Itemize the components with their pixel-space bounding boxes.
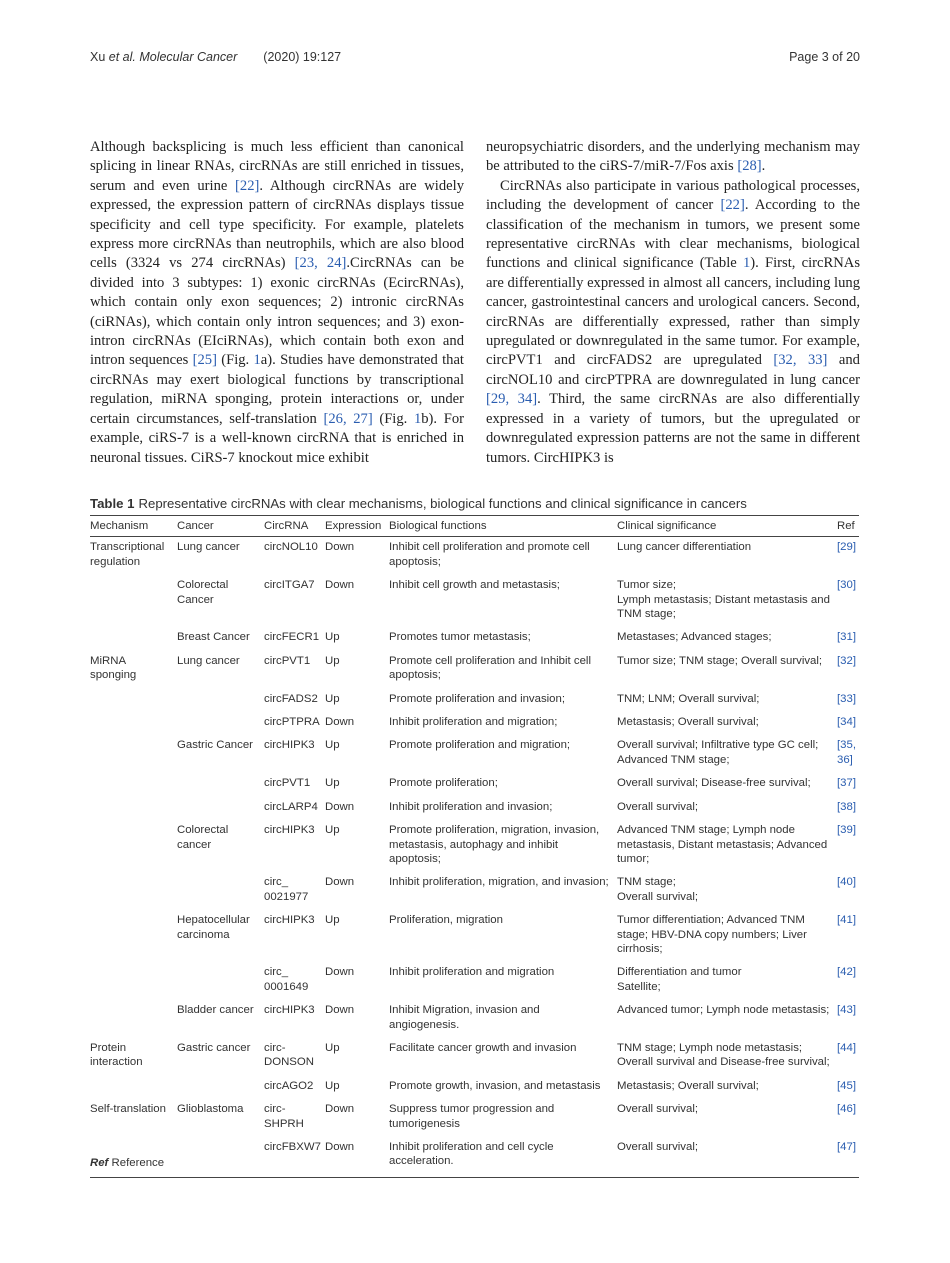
table-row <box>90 537 859 575</box>
table-cell: Transcriptional regulation <box>90 541 165 568</box>
table-cell <box>90 1000 177 1038</box>
table-cell: Inhibit Migration, invasion and angiogenesis. <box>389 1004 540 1031</box>
table-cell: Down <box>325 966 355 979</box>
table-cell: TNM; LNM; Overall survival; <box>617 692 760 705</box>
table-cell: Lung cancer <box>177 541 240 554</box>
table-cell: circLARP4 <box>264 800 318 813</box>
ref-link[interactable]: [33] <box>837 692 856 705</box>
table-cell: Up <box>325 739 340 752</box>
text-run: . Third, the same circRNAs are also differentially expressed in a variety of tumors, but the upregulated or downregulated expression patterns are not the same in different tumors. CircHIPK3 is <box>486 391 860 466</box>
table-cell <box>90 773 177 796</box>
table-cell: Glioblastoma <box>177 1103 244 1116</box>
table-cell: Gastric Cancer <box>177 739 253 752</box>
table-cell: Up <box>325 1041 340 1054</box>
column-header: Ref <box>837 516 859 537</box>
table-cell: Promote proliferation; <box>389 777 498 790</box>
table-cell <box>90 627 177 650</box>
table-cell: Down <box>325 541 355 554</box>
left-column <box>90 138 464 468</box>
table-cell: Overall survival; <box>617 1137 837 1177</box>
table-cell: circ-SHPRH <box>264 1103 304 1130</box>
text-run: b). For example, ciRS-7 is a well-known circRNA that is enriched in neuronal tissues. CiRS-7 knockout mice exhibit <box>90 410 464 466</box>
citation-link[interactable]: 1 <box>742 255 751 272</box>
ref-link[interactable]: [46] <box>837 1103 856 1116</box>
table-cell: Down <box>325 1103 355 1116</box>
table-cell: Down <box>325 579 355 592</box>
table-cell: Up <box>325 777 340 790</box>
table-cell: circNOL10 <box>264 541 318 554</box>
column-header: Cancer <box>177 516 264 537</box>
table-row <box>90 1038 859 1076</box>
table-cell: Inhibit proliferation and invasion; <box>389 800 553 813</box>
citation-link[interactable]: [26, 27] <box>323 410 373 427</box>
table-cell: Colorectal cancer <box>177 824 229 851</box>
text-run: . Although circRNAs are widely expressed, the expression pattern of circRNAs displays tissue specificity and cell type specificity. For example, platelets express more circRNAs than neutrophils, which are also blood cells (3324 vs 274 circRNAs) <box>90 177 464 272</box>
table-cell: Lung cancer differentiation <box>617 541 752 554</box>
table-cell <box>177 797 264 820</box>
paragraph <box>486 138 860 177</box>
table-row <box>90 820 859 872</box>
footnote-abbr: Ref <box>90 1157 109 1169</box>
table-cell: Advanced tumor; Lymph node metastasis; <box>617 1004 830 1017</box>
table-cell: Hepatocellular carcinoma <box>177 914 250 941</box>
text-run: Although backsplicing is much less efficient than canonical splicing in linear RNAs, circRNAs are still enriched in tissues, serum and even urine <box>90 139 464 194</box>
table-cell: Promote proliferation and invasion; <box>389 692 566 705</box>
citation-link[interactable]: [23, 24] <box>294 255 347 272</box>
ref-link[interactable]: [32] <box>837 654 856 667</box>
table-cell: Tumor size; Lymph metastasis; Distant metastasis and TNM stage; <box>617 579 830 621</box>
table-cell: Tumor differentiation; Advanced TNM stage; HBV-DNA copy numbers; Liver cirrhosis; <box>617 914 807 955</box>
right-column <box>486 138 860 468</box>
table-cell <box>90 575 177 627</box>
column-header: Biological functions <box>389 516 617 537</box>
ref-link[interactable]: [43] <box>837 1004 856 1017</box>
table-cell <box>177 689 264 712</box>
table-cell: Inhibit proliferation and migration; <box>389 716 558 729</box>
table-row <box>90 910 859 962</box>
table-cell: Overall survival; Infiltrative type GC cell; Advanced TNM stage; <box>617 739 819 766</box>
citation-link[interactable]: 1 <box>413 410 422 427</box>
table-cell <box>90 962 177 1000</box>
table-cell: Gastric cancer <box>177 1041 251 1054</box>
table-cell: Down <box>325 716 355 729</box>
table-body <box>90 537 859 1177</box>
text-run: (Fig. <box>216 352 254 369</box>
table-cell: circFADS2 <box>264 692 318 705</box>
paragraph <box>90 138 464 468</box>
table-cell <box>177 712 264 735</box>
table-cell: Inhibit proliferation, migration, and invasion; <box>389 876 609 889</box>
table-cell: circ_ 0021977 <box>264 876 309 903</box>
table-cell: Overall survival; <box>617 1103 699 1116</box>
table-cell <box>90 689 177 712</box>
table-cell: Self-translation <box>90 1103 166 1116</box>
table-cell: circPVT1 <box>264 777 311 790</box>
table-cell: Down <box>325 1137 389 1177</box>
table-footnote <box>90 1157 164 1169</box>
ref-link[interactable]: [40] <box>837 876 856 889</box>
table-cell: Proliferation, migration <box>389 914 503 927</box>
citation-link[interactable]: [22] <box>720 197 745 214</box>
table-row <box>90 797 859 820</box>
table-cell: circPTPRA <box>264 716 320 729</box>
table-cell: Advanced TNM stage; Lymph node metastasis, Distant metastasis; Advanced tumor; <box>617 824 828 865</box>
ref-link[interactable]: [44] <box>837 1041 856 1054</box>
citation-link[interactable]: [28] <box>737 158 762 175</box>
table-cell: circHIPK3 <box>264 914 315 927</box>
text-run: ). First, circRNAs are differentially expressed in almost all cancers, including lung cancer, gastrointestinal cancers and urological cancers. Second, circRNAs are differentially expressed, rather than simply upregulated or downregulated in the same tumor. For example, circPVT1 and circFADS2 are upregulated <box>486 255 860 369</box>
table-cell: Colorectal Cancer <box>177 579 229 606</box>
citation-link[interactable]: [32, 33] <box>773 352 828 369</box>
table-cell <box>90 872 177 910</box>
table-label: Table 1 <box>90 496 135 511</box>
table-cell: circFBXW7 <box>264 1137 325 1177</box>
table-cell <box>177 1137 264 1177</box>
table-cell: TNM stage; Lymph node metastasis; Overall survival and Disease-free survival; <box>617 1041 830 1069</box>
table-cell: Down <box>325 876 355 889</box>
table-cell: Metastasis; Overall survival; <box>617 716 759 729</box>
table-cell: circHIPK3 <box>264 824 315 837</box>
column-header: Clinical significance <box>617 516 837 537</box>
citation-link[interactable]: [22] <box>235 177 260 194</box>
table-cell: Facilitate cancer growth and invasion <box>389 1041 577 1054</box>
table-cell: Up <box>325 631 340 644</box>
table-cell: Down <box>325 1004 355 1017</box>
table-row <box>90 651 859 689</box>
ref-link[interactable]: [35, 36] <box>837 739 856 766</box>
table-cell <box>90 797 177 820</box>
table-cell <box>177 773 264 796</box>
table-cell: Inhibit proliferation and cell cycle acceleration. <box>389 1137 617 1177</box>
table-cell: Inhibit cell growth and metastasis; <box>389 579 560 592</box>
table-cell: Overall survival; Disease-free survival; <box>617 777 811 790</box>
running-head <box>90 50 341 64</box>
table-row <box>90 689 859 712</box>
table-cell <box>177 1076 264 1099</box>
table-cell: Metastasis; Overall survival; <box>617 1079 759 1092</box>
table-row <box>90 712 859 735</box>
table-cell: Up <box>325 824 340 837</box>
table-row <box>90 1099 859 1137</box>
table-cell <box>90 820 177 872</box>
table-cell <box>90 1076 177 1099</box>
table-row <box>90 627 859 650</box>
table-cell: circ-DONSON <box>264 1041 314 1069</box>
table-cell: circAGO2 <box>264 1079 314 1092</box>
table-cell: circPVT1 <box>264 654 311 667</box>
page-number: Page 3 of 20 <box>789 50 860 64</box>
paragraph <box>486 177 860 468</box>
table-row <box>90 735 859 773</box>
table-cell: Promotes tumor metastasis; <box>389 631 531 644</box>
circrna-table <box>90 515 859 1178</box>
text-run: . <box>761 158 766 175</box>
ref-link[interactable]: [42] <box>837 966 856 979</box>
table-header-row <box>90 516 859 537</box>
table-cell: Down <box>325 800 355 813</box>
text-run: .CircRNAs can be divided into 3 subtypes: 1) exonic circRNAs (EcircRNAs), which contain only exon sequences; 2) intronic circRNAs (ciRNAs), which contain only intron sequences; and 3) exon-intron circRNAs (EIciRNAs), which contain both exon and intron sequences <box>90 255 464 369</box>
table-row <box>90 1000 859 1038</box>
column-header: Mechanism <box>90 516 177 537</box>
table-cell: Protein interaction <box>90 1041 143 1069</box>
author-line: Xu et al. Molecular Cancer <box>90 50 238 64</box>
table-cell: Tumor size; TNM stage; Overall survival; <box>617 654 823 667</box>
ref-link[interactable]: [47] <box>837 1137 859 1177</box>
text-run: (Fig. <box>372 410 414 427</box>
citation-link[interactable]: [29, 34] <box>486 391 538 408</box>
table-cell: Overall survival; <box>617 800 699 813</box>
table-cell: Promote proliferation and migration; <box>389 739 571 752</box>
text-run: CircRNAs also participate in various pathological processes, including the development of cancer <box>486 177 860 214</box>
table-row <box>90 773 859 796</box>
ref-link[interactable]: [34] <box>837 716 856 729</box>
table-cell: Metastases; Advanced stages; <box>617 631 772 644</box>
column-header: CircRNA <box>264 516 325 537</box>
text-run: . According to the classification of the mechanism in tumors, we present some representative circRNAs with clear mechanisms, biological functions and clinical significance (Table <box>486 197 860 272</box>
table-cell: Inhibit cell proliferation and promote cell apoptosis; <box>389 541 590 568</box>
table-cell <box>177 872 264 910</box>
table-cell: circHIPK3 <box>264 1004 315 1017</box>
table-row <box>90 575 859 627</box>
ref-link[interactable]: [38] <box>837 800 856 813</box>
text-run: neuropsychiatric disorders, and the underlying mechanism may be attributed to the ciRS-7/miR-7/Fos axis <box>486 139 860 175</box>
table-cell: Inhibit proliferation and migration <box>389 966 555 979</box>
table-cell: MiRNA sponging <box>90 654 137 682</box>
table-cell: circHIPK3 <box>264 739 315 752</box>
ref-link[interactable]: [41] <box>837 914 856 927</box>
text-run: a). Studies have demonstrated that circRNAs may exert biological functions by transcriptional regulation, miRNA sponging, protein interactions or, under certain circumstances, self-translation <box>90 352 464 427</box>
table-cell: Up <box>325 1079 340 1092</box>
table-cell: circ_ 0001649 <box>264 966 309 993</box>
table-cell: Promote cell proliferation and Inhibit cell apoptosis; <box>389 654 591 682</box>
table-cell: Promote growth, invasion, and metastasis <box>389 1079 601 1092</box>
table-cell <box>90 735 177 773</box>
citation-link[interactable]: [25] <box>192 352 217 369</box>
table-caption <box>90 496 870 511</box>
table-cell: Breast Cancer <box>177 631 250 644</box>
table-cell: Up <box>325 654 340 667</box>
ref-link[interactable]: [45] <box>837 1079 856 1092</box>
table-cell: circITGA7 <box>264 579 315 592</box>
table-cell: Suppress tumor progression and tumorigenesis <box>389 1103 555 1130</box>
table-row <box>90 962 859 1000</box>
ref-link[interactable]: [30] <box>837 579 856 592</box>
table-cell <box>90 910 177 962</box>
table-caption-text: Representative circRNAs with clear mechanisms, biological functions and clinical significance in cancers <box>138 496 747 511</box>
table-cell: Lung cancer <box>177 654 240 667</box>
citation-link[interactable]: 1 <box>253 352 261 369</box>
table-row <box>90 872 859 910</box>
ref-link[interactable]: [31] <box>837 631 856 644</box>
table-cell <box>177 962 264 1000</box>
table-cell: Up <box>325 692 340 705</box>
year-volume: (2020) 19:127 <box>263 50 342 64</box>
table-cell: circFECR1 <box>264 631 320 644</box>
table-row <box>90 1137 859 1177</box>
ref-link[interactable]: [37] <box>837 777 856 790</box>
table-cell: Differentiation and tumor Satellite; <box>617 966 742 993</box>
table-cell: TNM stage; Overall survival; <box>617 876 699 903</box>
column-header: Expression <box>325 516 389 537</box>
page-header <box>90 50 860 68</box>
footnote-text: Reference <box>108 1157 165 1169</box>
text-run: and circNOL10 and circPTPRA are downregulated in lung cancer <box>486 352 860 388</box>
table-cell <box>90 712 177 735</box>
ref-link[interactable]: [29] <box>837 541 856 554</box>
table-row <box>90 1076 859 1099</box>
table-cell: Up <box>325 914 340 927</box>
ref-link[interactable]: [39] <box>837 824 856 837</box>
table-cell: Bladder cancer <box>177 1004 254 1017</box>
table-cell: Promote proliferation, migration, invasion, metastasis, autophagy and inhibit apoptosis; <box>389 824 600 865</box>
